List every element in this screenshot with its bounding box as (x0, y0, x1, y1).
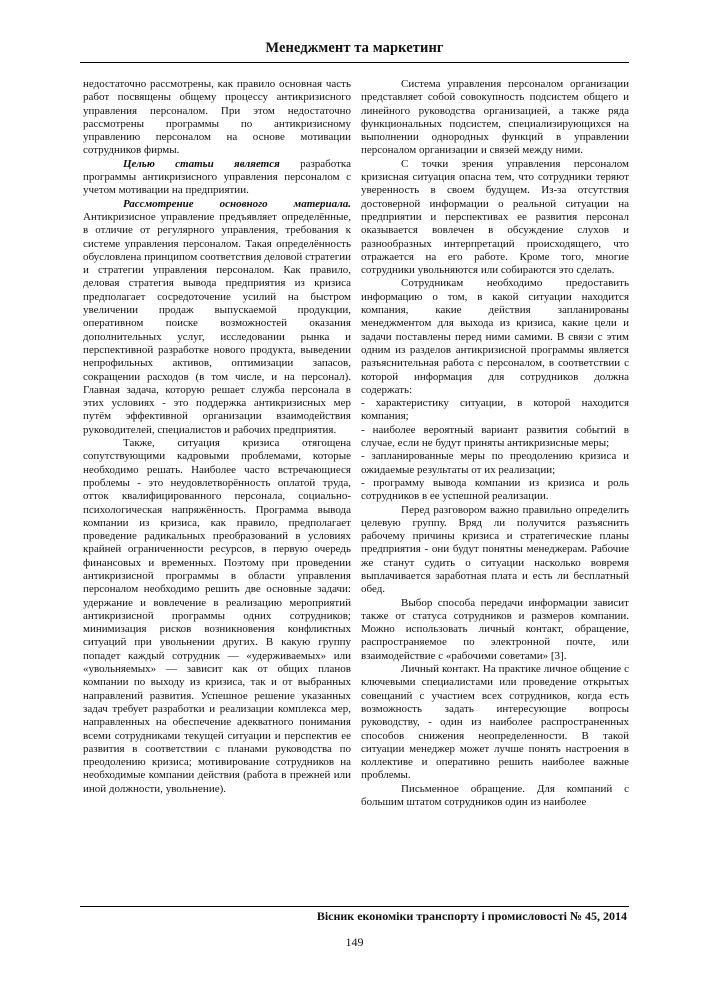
paragraph: Личный контакт. На практике личное общение с ключевыми специалистами или проведение открытых совещаний с участием всех сотрудников, когда есть возможность задать интересующие вопросы руководству, - один из наиболее распространенных способов снижения неопределенности. В такой ситуации менеджер может лучше понять настроения в коллективе и оперативно решить наиболее важные проблемы. (361, 663, 629, 782)
paragraph: Письменное обращение. Для компаний с большим штатом сотрудников один из наиболее (361, 782, 629, 809)
right-column (361, 78, 629, 809)
paragraph: Выбор способа передачи информации зависит также от статуса сотрудников и размеров компании. Можно использовать личный контакт, обращение, распространяемое по электронной почте, или взаимодействие с «рабочими советами» [3]. (361, 596, 629, 662)
paragraph: Также, ситуация кризиса отягощена сопутствующими кадровыми проблемами, которые необходимо решать. Наиболее часто встречающиеся проблемы - это неудовлетворённость оплатой труда, отток квалифицированного персонала, социально-психологическая напряжённость. Программа вывода компании из кризиса, как правило, предполагает проведение радикальных преобразований в условиях крайней ограниченности ресурсов, в первую очередь финансовых и временных. Поэтому при проведении антикризисной программы в области управления персоналом необходимо решить две основные задачи: удержание и вовлечение в реализацию мероприятий антикризисной программы одних сотрудников; минимизация рисков возникновения конфликтных ситуаций при увольнении других. В какую группу попадет каждый сотрудник — «удерживаемых» или «увольняемых» — зависит как от общих планов компании по выходу из кризиса, так и от выбранных направлений развития. Успешное решение указанных задач требует разработки и реализации комплекса мер, направленных на обеспечение адекватного понимания всеми сотрудниками текущей ситуации и перспектив ее развития в соответствии с планами руководства по преодолению кризиса; мотивирование сотрудников на необходимые компании действия (работа в прежней или иной должности, увольнение). (83, 437, 351, 795)
footer-divider (80, 906, 629, 907)
paragraph: Сотрудникам необходимо предоставить информацию о том, в какой ситуации находится компания, какие действия запланированы менеджментом для выхода из кризиса, какие цели и задачи поставлены перед ними самими. В связи с этим одним из разделов антикризисной программы является разъяснительная работа с персоналом, в соответствии с которой информация для сотрудников должна содержать: (361, 277, 629, 396)
paragraph-lead: Рассмотрение основного материала. (123, 197, 351, 210)
journal-citation: Вісник економіки транспорту і промисловості № 45, 2014 (316, 909, 627, 923)
paragraph-text: Антикризисное управление предъявляет определённые, в отличие от регулярного управления, требования к системе управления персоналом. Такая определённость обусловлена принципом соответствия деловой стратегии и стратегии управления персоналом. Как правило, деловая стратегия вывода предприятия из кризиса предполагает сосредоточение усилий на быстром увеличении продаж выпускаемой продукции, оперативном поиске возможностей оказания дополнительных услуг, исследовании рынка и перспективной разработке нового продукта, выведении непрофильных активов, оптимизации запасов, сокращении расходов (в том числе, и на персонал). Главная задача, которую решает служба персонала в этих условиях - это поддержка антикризисных мер путём эффективной организации взаимодействия руководителей, специалистов и рабочих предприятия. (83, 210, 351, 436)
running-header: Менеджмент та маркетинг (265, 40, 444, 56)
list-item: - характеристику ситуации, в которой находится компания; (361, 397, 629, 423)
paragraph-main-material (83, 198, 351, 437)
list-item: - запланированные меры по преодолению кризиса и ожидаемые результаты от их реализации; (361, 450, 629, 476)
paragraph-text: разработка программы антикризисного управления персоналом с учетом мотивации на предприятии. (83, 157, 351, 197)
header-divider (80, 62, 629, 63)
paragraph-lead: Целью статьи является (123, 157, 280, 170)
left-column (83, 78, 351, 796)
list-item: - программу вывода компании из кризиса и роль сотрудников в ее успешной реализации. (361, 476, 629, 503)
paragraph: Система управления персоналом организации представляет собой совокупность подсистем общего и линейного руководства организацией, а также ряда функциональных подсистем, специализирующихся на выполнении однородных функций в управлении персоналом организации и связей между ними. (361, 78, 629, 157)
paragraph-aim (83, 158, 351, 198)
paragraph: Перед разговором важно правильно определить целевую группу. Вряд ли получится разъяснить рабочему причины кризиса и стратегические планы предприятия - они будут понятны менеджерам. Рабочие же станут судить о ситуации насколько вовремя выплачивается заработная плата и есть ли бесплатный обед. (361, 503, 629, 596)
page-number: 149 (345, 935, 364, 949)
paragraph: С точки зрения управления персоналом кризисная ситуация опасна тем, что сотрудники теряют уверенность в своем будущем. Из-за отсутствия достоверной информации о реальной ситуации на предприятии и перспективах ее развития персонал оказывается вовлечен в обсуждение слухов и разнообразных интерпретаций происходящего, что отражается на его работе. Кроме того, многие сотрудники увольняются или собираются это сделать. (361, 157, 629, 277)
list-item: - наиболее вероятный вариант развития событий в случае, если не будут приняты антикризисные меры; (361, 423, 629, 450)
paragraph: недостаточно рассмотрены, как правило основная часть работ посвящены общему процессу антикризисного управления персоналом. При этом недостаточно рассмотрены программы по антикризисному управлению персоналом на основе мотивации сотрудников фирмы. (83, 78, 351, 157)
